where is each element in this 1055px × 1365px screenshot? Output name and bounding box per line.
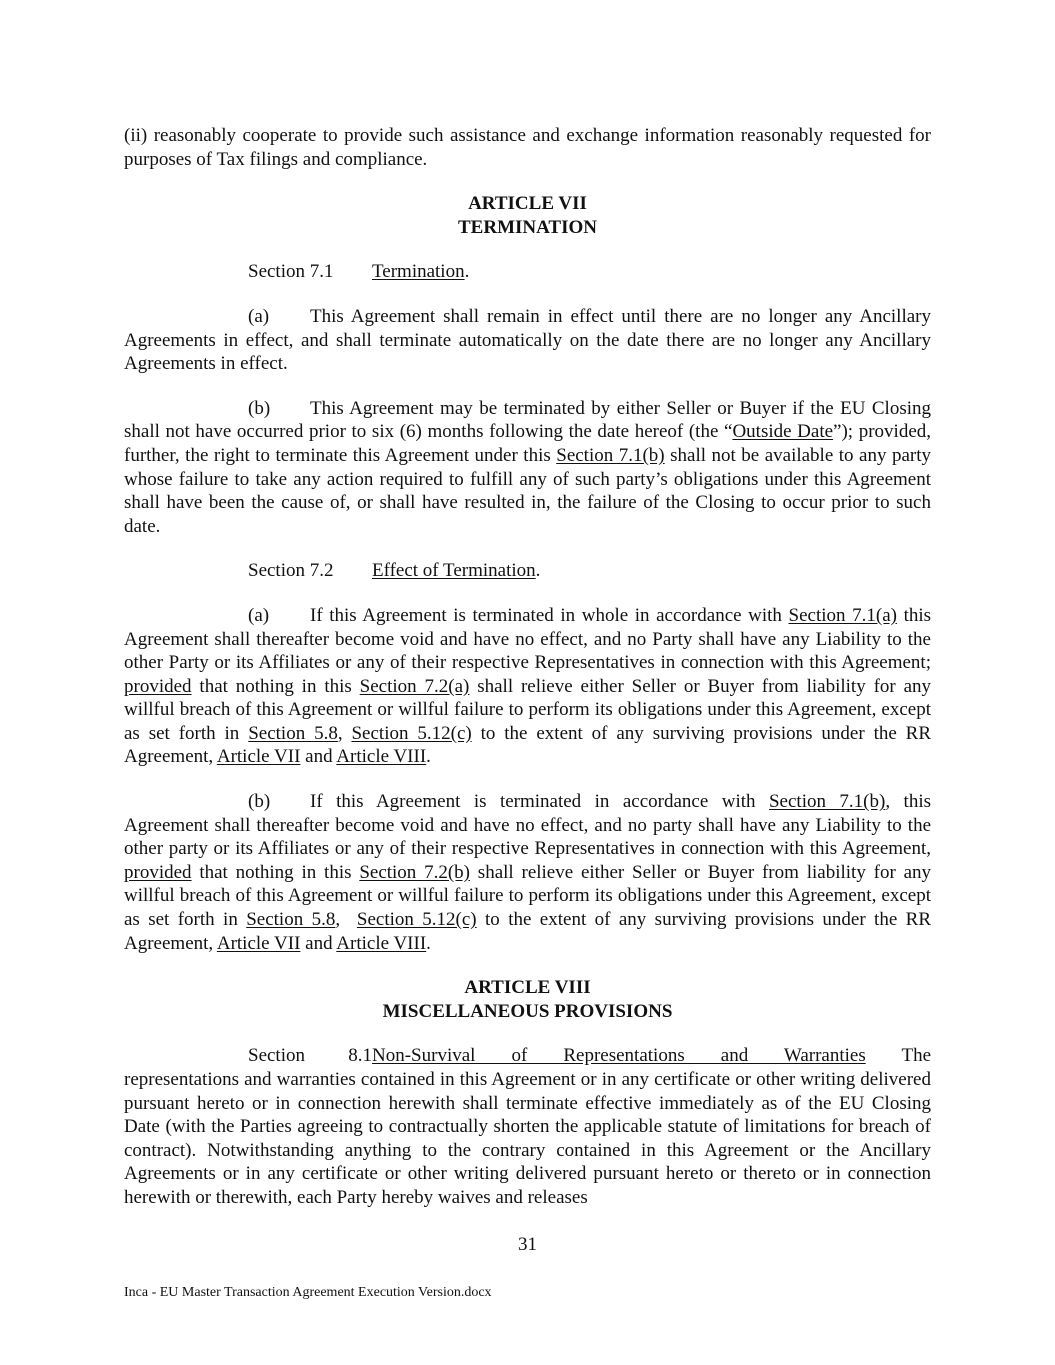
article-title: ARTICLE VII [468, 193, 587, 215]
clause-label: (a) [248, 604, 270, 626]
cross-reference: Section 7.2(a) [359, 675, 470, 697]
clause-text: to the extent of any surviving provisions under the RR Agreement, [124, 909, 932, 954]
proviso-term: provided [124, 675, 192, 697]
cross-reference: Section 7.2(b) [359, 861, 471, 883]
clause-label: (a) [248, 305, 270, 327]
section-title: Effect of Termination [372, 560, 536, 582]
cross-reference: Article VIII [336, 746, 427, 768]
clause-text: ”); provided, further, the right to terminate this Agreement under this [124, 421, 931, 466]
clause-text: shall not be available to any party whose failure to take any action required to fulfill any of such party’s obligations under this Agreement shall have been the cause of, or shall have resulted in, the failure of the Closing to occur prior to such date. [124, 444, 931, 537]
clause-label: (b) [248, 791, 271, 813]
cross-reference: Article VIII [336, 932, 427, 954]
clause-text: , [337, 722, 352, 744]
section-8-1-first-line [124, 1044, 931, 1068]
article-subtitle: MISCELLANEOUS PROVISIONS [382, 1000, 673, 1022]
cross-reference: Article VII [216, 932, 301, 954]
clause-text: The [865, 1045, 931, 1067]
clause-text: This Agreement may be terminated by either Seller or Buyer if the EU Closing shall not have occurred prior to six (6) months following the date hereof (the “ [124, 397, 931, 443]
cross-reference: Section 5.8 [246, 909, 336, 931]
clause-text: , [335, 909, 357, 931]
section-title: Non-Survival of Representations and Warranties [372, 1045, 866, 1067]
clause-text: shall relieve either Seller or Buyer from liability for any willful breach of this Agreement or willful failure to perform its obligations under this Agreement, except as set forth in [124, 675, 932, 744]
clause-text: If this Agreement is terminated in accordance with [310, 791, 769, 813]
proviso-term: provided [124, 861, 192, 883]
article-title: ARTICLE VIII [464, 977, 591, 999]
article-viii-heading [124, 976, 931, 1023]
document-footer: Inca - EU Master Transaction Agreement Execution Version.docx [124, 1285, 492, 1300]
cross-reference: Section 7.1(b) [556, 444, 665, 466]
clause-text: . [426, 746, 431, 768]
section-title: Termination [372, 261, 465, 283]
cross-reference: Section 7.1(a) [788, 604, 897, 626]
section-7-2-b [124, 790, 931, 955]
clause-text: . [426, 932, 431, 954]
clause-text: shall relieve either Seller or Buyer from liability for any willful breach of this Agreement or willful failure to perform its obligations under this Agreement, except as set forth in [124, 861, 931, 931]
clause-text: that nothing in this [191, 675, 360, 697]
clause-text: this Agreement shall thereafter become void and have no effect, and no Party shall have any Liability to the other Party or its Affiliates or any of their respective Representatives in connection with this Agreement; [124, 604, 932, 674]
section-7-1-heading: Section 7.1 Termination. [248, 261, 470, 283]
section-7-2-a [124, 604, 931, 769]
section-7-2-heading: Section 7.2 Effect of Termination. [248, 560, 541, 582]
clause-text: to the extent of any surviving provisions under the RR Agreement, [124, 722, 932, 768]
clause-text: , this Agreement shall thereafter become void and have no effect, and no party shall have any Liability to the other party or its Affiliates or any of their respective Representatives in connection with this Agreement, [124, 791, 931, 860]
cross-reference: Section 7.1(b) [768, 791, 886, 813]
clause-text: If this Agreement is terminated in whole in accordance with [310, 604, 789, 626]
section-7-1-a [124, 305, 931, 376]
cross-reference: Section 5.12(c) [356, 909, 477, 931]
clause-text: This Agreement shall remain in effect until there are no longer any Ancillary Agreements in effect, and shall terminate automatically on the date there are no longer any Ancillary Agreements in effect. [124, 305, 931, 375]
section-7-1-b [124, 397, 931, 539]
cross-reference: Section 5.12(c) [351, 722, 472, 744]
document-page [124, 124, 931, 1210]
section-number: Section 8.1 [248, 1045, 372, 1067]
article-vii-heading [124, 192, 931, 239]
article-subtitle: TERMINATION [458, 216, 597, 238]
cross-reference: Article VII [216, 746, 301, 768]
section-8-1-body: representations and warranties contained in this Agreement or in any certificate or other writing delivered pursuant hereto or in connection herewith shall terminate effective immediately as of the EU Closing Date (with the Parties agreeing to contractually shorten the applicable statute of limitations for breach of contract). Notwithstanding anything to the contrary contained in this Agreement or the Ancillary Agreements or in any certificate or other writing delivered pursuant hereto or thereto or in connection herewith or therewith, each Party hereby waives and releases [124, 1069, 931, 1208]
defined-term-outside-date: Outside Date [732, 421, 834, 443]
clause-text: and [300, 746, 337, 768]
clause-label: (b) [248, 397, 271, 419]
clause-text: and [300, 932, 337, 954]
page-number: 31 [518, 1234, 537, 1255]
clause-text: that nothing in this [191, 861, 360, 883]
cross-reference: Section 5.8 [248, 722, 338, 744]
intro-paragraph: (ii) reasonably cooperate to provide such assistance and exchange information reasonably requested for purposes of Tax filings and compliance. [124, 125, 931, 170]
section-number: Section 7.1 [248, 261, 334, 283]
section-number: Section 7.2 [248, 560, 334, 582]
